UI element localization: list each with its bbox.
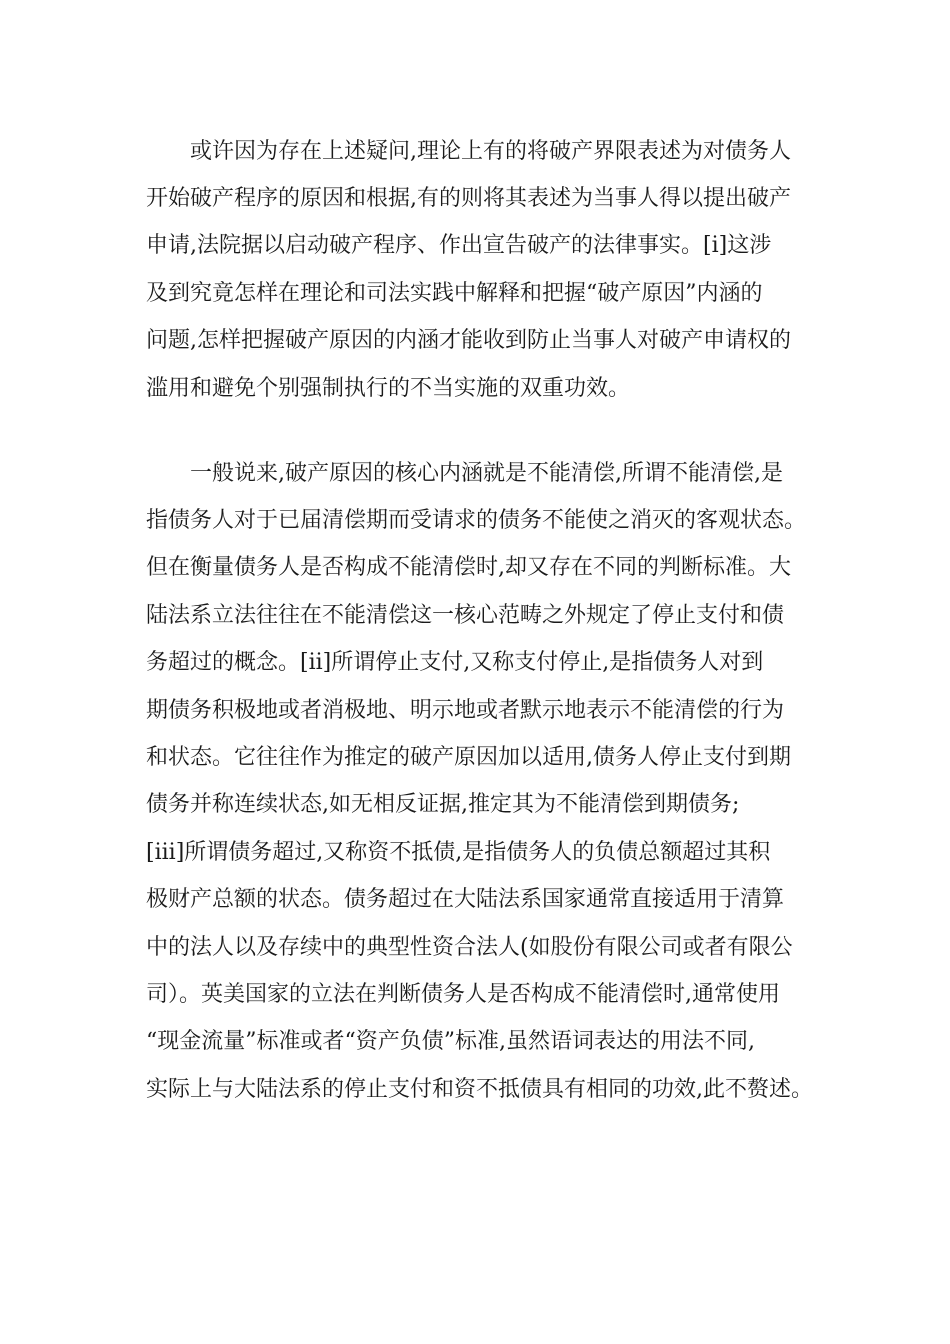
paragraph-2-line-9: [iii]所谓债务超过,又称资不抵债,是指债务人的负债总额超过其积: [146, 840, 771, 865]
paragraph-2-line-2: 指债务人对于已届清偿期而受请求的债务不能使之消灭的客观状态。: [146, 508, 807, 533]
paragraph-2-line-5: 务超过的概念。[ii]所谓停止支付,又称支付停止,是指债务人对到: [146, 650, 764, 675]
paragraph-1-line-1: 或许因为存在上述疑问,理论上有的将破产界限表述为对债务人: [190, 139, 791, 164]
paragraph-1-line-4: 及到究竟怎样在理论和司法实践中解释和把握“破产原因”内涵的: [146, 281, 763, 306]
paragraph-2-line-4: 陆法系立法往往在不能清偿这一核心范畴之外规定了停止支付和债: [146, 603, 785, 628]
paragraph-2-line-14: 实际上与大陆法系的停止支付和资不抵债具有相同的功效,此不赘述。: [146, 1077, 813, 1102]
paragraph-2-line-3: 但在衡量债务人是否构成不能清偿时,却又存在不同的判断标准。大: [146, 555, 791, 580]
paragraph-2-line-8: 债务并称连续状态,如无相反证据,推定其为不能清偿到期债务;: [146, 792, 740, 817]
paragraph-2-line-12: 司）。英美国家的立法在判断债务人是否构成不能清偿时,通常使用: [146, 982, 780, 1007]
paragraph-1-line-6: 滥用和避免个别强制执行的不当实施的双重功效。: [146, 376, 631, 401]
paragraph-2-line-1: 一般说来,破产原因的核心内涵就是不能清偿,所谓不能清偿,是: [190, 461, 783, 486]
paragraph-1-line-3: 申请,法院据以启动破产程序、作出宣告破产的法律事实。[i]这涉: [146, 233, 772, 258]
paragraph-1-line-5: 问题,怎样把握破产原因的内涵才能收到防止当事人对破产申请权的: [146, 328, 791, 353]
paragraph-1-line-2: 开始破产程序的原因和根据,有的则将其表述为当事人得以提出破产: [146, 186, 791, 211]
paragraph-2-line-11: 中的法人以及存续中的典型性资合法人(如股份有限公司或者有限公: [146, 935, 793, 960]
paragraph-2-line-10: 极财产总额的状态。债务超过在大陆法系国家通常直接适用于清算: [146, 887, 785, 912]
paragraph-2-line-6: 期债务积极地或者消极地、明示地或者默示地表示不能清偿的行为: [146, 698, 785, 723]
paragraph-2-line-13: “现金流量”标准或者“资产负债”标准,虽然语词表达的用法不同,: [146, 1029, 755, 1054]
paragraph-2-line-7: 和状态。它往往作为推定的破产原因加以适用,债务人停止支付到期: [146, 745, 791, 770]
